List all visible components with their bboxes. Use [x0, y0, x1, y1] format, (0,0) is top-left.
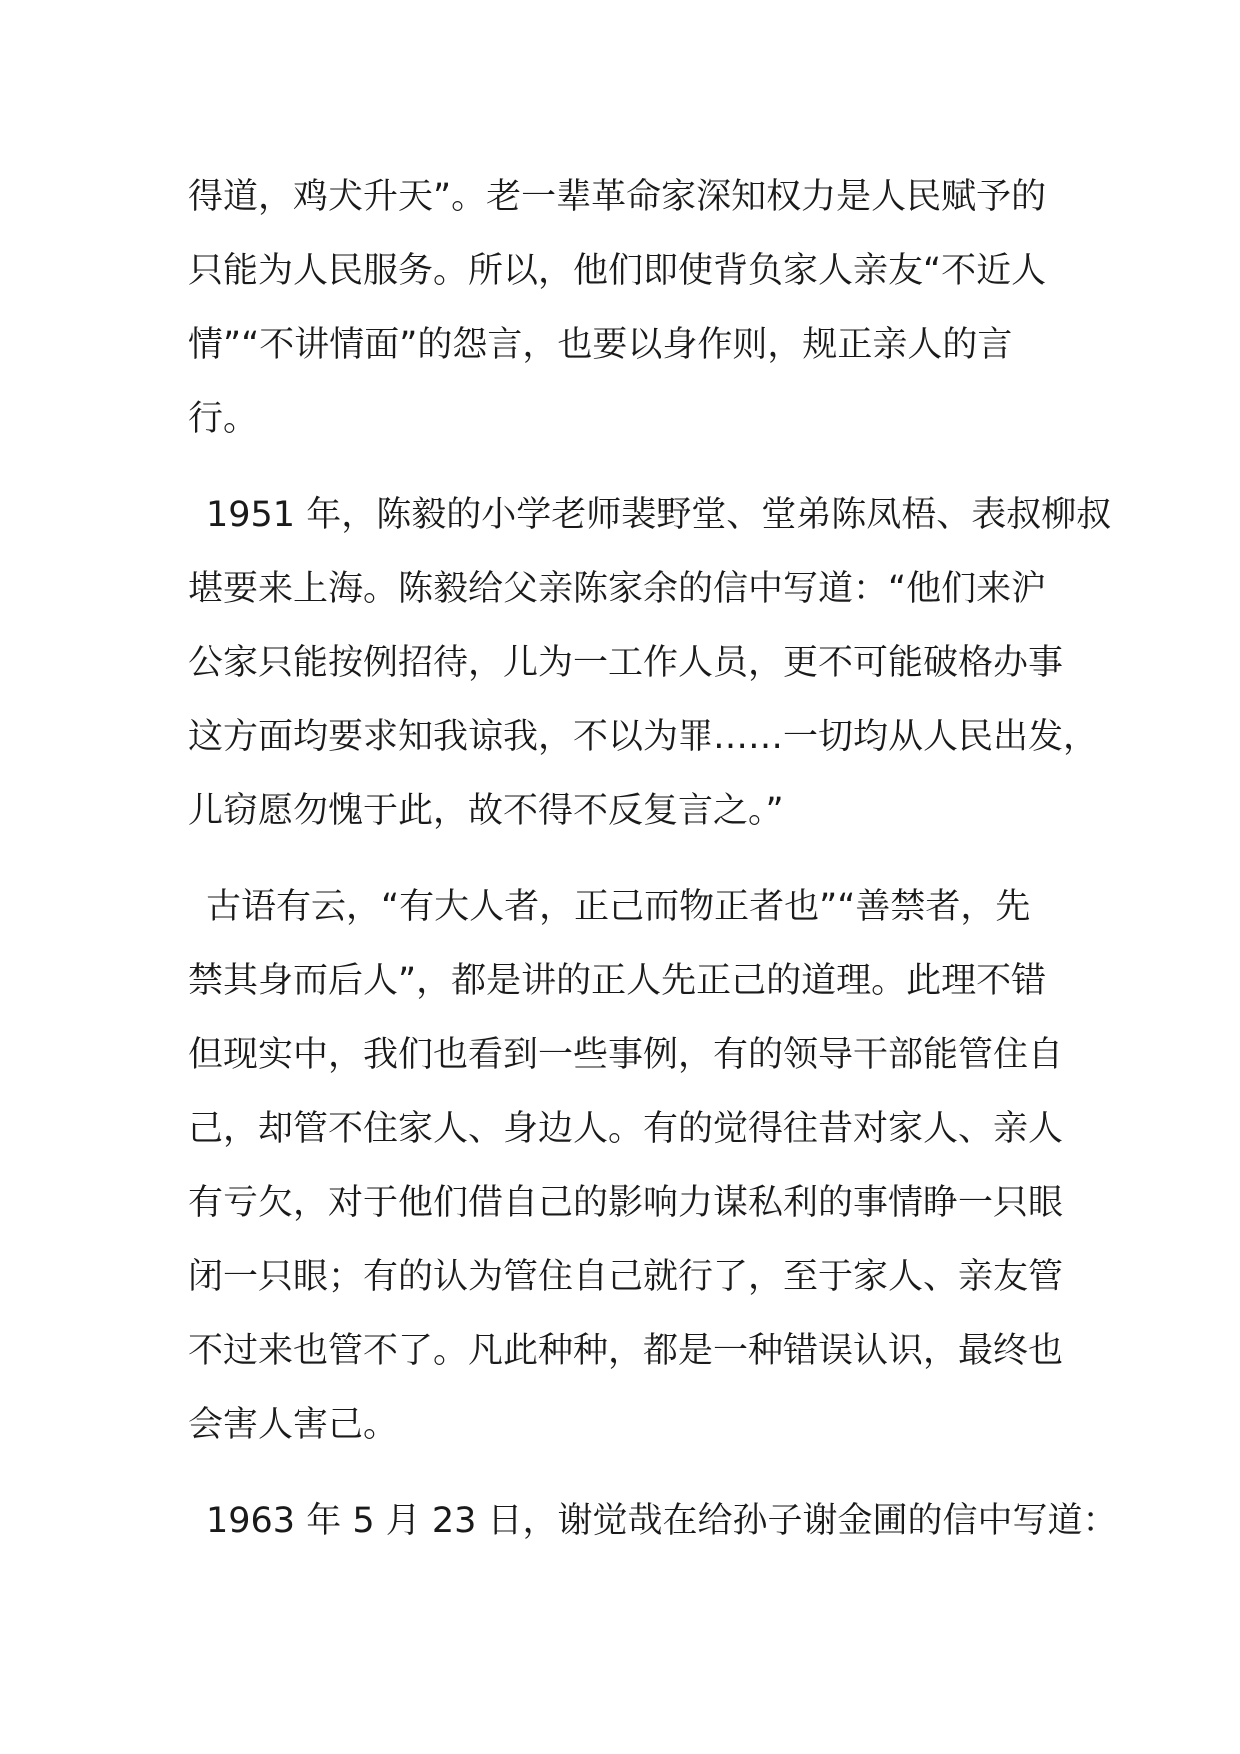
text-line: 闭一只眼；有的认为管住自己就行了，至于家人、亲友管	[188, 1257, 1064, 1297]
text-line: 禁其身而后人”，都是讲的正人先正己的道理。此理不错	[188, 961, 1047, 1001]
text-line: 这方面均要求知我谅我，不以为罪……一切均从人民出发，	[188, 717, 1099, 757]
text-line: 只能为人民服务。所以，他们即使背负家人亲友“不近人	[188, 251, 1047, 291]
text-line: 但现实中，我们也看到一些事例，有的领导干部能管住自	[188, 1035, 1064, 1075]
text-line: 儿窃愿勿愧于此，故不得不反复言之。”	[188, 791, 784, 831]
text-line: 1951 年，陈毅的小学老师裴野堂、堂弟陈凤梧、表叔柳叔	[206, 495, 1112, 535]
paragraph	[188, 160, 1058, 456]
text-line: 公家只能按例招待，儿为一工作人员，更不可能破格办事	[188, 643, 1064, 683]
text-line: 1963 年 5 月 23 日，谢觉哉在给孙子谢金圃的信中写道：	[206, 1501, 1118, 1541]
paragraph	[188, 478, 1112, 848]
paragraph	[188, 870, 1064, 1462]
text-line: 有亏欠，对于他们借自己的影响力谋私利的事情睁一只眼	[188, 1183, 1064, 1223]
text-line: 得道，鸡犬升天”。老一辈革命家深知权力是人民赋予的	[188, 177, 1047, 217]
text-line: 堪要来上海。陈毅给父亲陈家余的信中写道：“他们来沪	[188, 569, 1047, 609]
text-line: 会害人害己。	[188, 1405, 399, 1445]
document-body	[188, 160, 1118, 1580]
paragraph	[188, 1484, 1118, 1558]
text-line: 不过来也管不了。凡此种种，都是一种错误认识，最终也	[188, 1331, 1064, 1371]
text-line: 行。	[188, 399, 259, 439]
text-line: 古语有云，“有大人者，正己而物正者也”“善禁者，先	[206, 887, 1031, 927]
text-line: 己，却管不住家人、身边人。有的觉得往昔对家人、亲人	[188, 1109, 1064, 1149]
text-line: 情”“不讲情面”的怨言，也要以身作则，规正亲人的言	[188, 325, 1013, 365]
